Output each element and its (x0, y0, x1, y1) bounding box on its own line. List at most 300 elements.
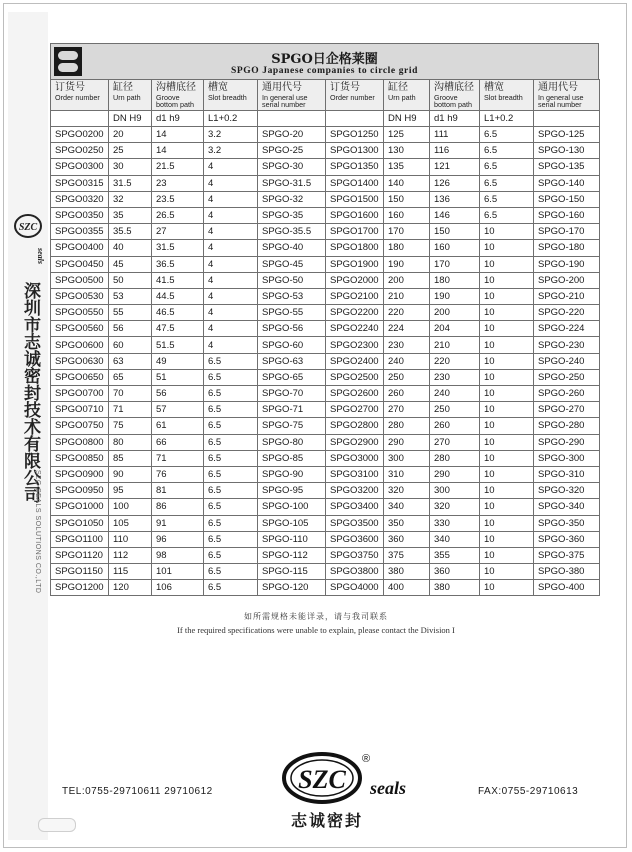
table-cell: SPGO-310 (534, 466, 600, 482)
table-cell: 6.5 (204, 418, 258, 434)
table-cell: 44.5 (152, 288, 204, 304)
table-row (51, 402, 600, 418)
footer-logo-cn: 志诚密封 (291, 811, 364, 830)
table-cell: 6.5 (480, 127, 534, 143)
table-cell: SPGO-230 (534, 337, 600, 353)
table-cell: 10 (480, 547, 534, 563)
table-cell: 41.5 (152, 272, 204, 288)
table-cell: SPGO0300 (51, 159, 109, 175)
table-cell: 6.5 (204, 515, 258, 531)
table-cell: 4 (204, 288, 258, 304)
table-cell: 400 (384, 580, 430, 596)
table-cell: 200 (384, 272, 430, 288)
table-cell: SPGO-340 (534, 499, 600, 515)
table-cell: 120 (109, 580, 152, 596)
table-cell: 320 (430, 499, 480, 515)
table-cell: 30 (109, 159, 152, 175)
table-cell: 150 (384, 191, 430, 207)
table-cell: SPGO-110 (258, 531, 326, 547)
table-cell: 10 (480, 321, 534, 337)
table-cell: 63 (109, 353, 152, 369)
column-header-en: serial number (262, 100, 306, 109)
table-cell: SPGO4000 (326, 580, 384, 596)
table-cell: SPGO1050 (51, 515, 109, 531)
table-cell: 10 (480, 240, 534, 256)
table-cell: 4 (204, 159, 258, 175)
table-cell: 6.5 (204, 483, 258, 499)
table-cell: SPGO0710 (51, 402, 109, 418)
table-cell: 20 (109, 127, 152, 143)
table-cell: SPGO2800 (326, 418, 384, 434)
table-cell: 160 (384, 207, 430, 223)
table-cell: SPGO-65 (258, 369, 326, 385)
column-header-en: Groove (156, 93, 180, 102)
table-cell: SPGO-55 (258, 305, 326, 321)
table-row (51, 143, 600, 159)
table-cell: 290 (384, 434, 430, 450)
table-cell: 27 (152, 224, 204, 240)
unit-cell: d1 h9 (430, 111, 480, 127)
table-cell: SPGO-290 (534, 434, 600, 450)
table-cell: 6.5 (480, 191, 534, 207)
table-cell: SPGO1350 (326, 159, 384, 175)
column-header (152, 80, 204, 111)
table-units-row (51, 111, 600, 127)
table-row (51, 369, 600, 385)
table-title-bar (50, 43, 599, 79)
table-cell: SPGO0750 (51, 418, 109, 434)
table-cell: 4 (204, 175, 258, 191)
table-cell: 135 (384, 159, 430, 175)
unit-cell: DN H9 (109, 111, 152, 127)
table-cell: SPGO0315 (51, 175, 109, 191)
table-cell: SPGO0700 (51, 386, 109, 402)
table-cell: SPGO0560 (51, 321, 109, 337)
table-cell: 10 (480, 402, 534, 418)
table-cell: 14 (152, 127, 204, 143)
table-cell: SPGO2100 (326, 288, 384, 304)
table-cell: 180 (430, 272, 480, 288)
table-cell: 300 (384, 450, 430, 466)
table-cell: 14 (152, 143, 204, 159)
table-cell: 53 (109, 288, 152, 304)
table-body (51, 127, 600, 596)
table-cell: SPGO0800 (51, 434, 109, 450)
table-cell: SPGO-80 (258, 434, 326, 450)
table-row (51, 321, 600, 337)
table-row (51, 272, 600, 288)
table-cell: SPGO2300 (326, 337, 384, 353)
table-cell: 65 (109, 369, 152, 385)
table-row (51, 499, 600, 515)
table-cell: 80 (109, 434, 152, 450)
table-row (51, 564, 600, 580)
table-cell: 136 (430, 191, 480, 207)
column-header-cn: 订货号 (330, 82, 360, 93)
table-cell: 6.5 (480, 159, 534, 175)
column-header-en: bottom path (434, 100, 472, 109)
table-cell: SPGO0550 (51, 305, 109, 321)
table-cell: SPGO3000 (326, 450, 384, 466)
table-cell: 10 (480, 434, 534, 450)
table-row (51, 191, 600, 207)
table-cell: SPGO3500 (326, 515, 384, 531)
table-cell: SPGO-105 (258, 515, 326, 531)
table-cell: 10 (480, 305, 534, 321)
table-cell: 32 (109, 191, 152, 207)
table-cell: SPGO-32 (258, 191, 326, 207)
table-cell: 146 (430, 207, 480, 223)
table-title-en: SPGO Japanese companies to circle grid (230, 66, 418, 76)
table-row (51, 288, 600, 304)
table-cell: 6.5 (204, 531, 258, 547)
table-cell: 50 (109, 272, 152, 288)
table-cell: SPGO1800 (326, 240, 384, 256)
table-cell: SPGO-270 (534, 402, 600, 418)
column-header-cn: 槽宽 (484, 82, 504, 93)
table-cell: 91 (152, 515, 204, 531)
table-cell: SPGO-35.5 (258, 224, 326, 240)
table-cell: SPGO-224 (534, 321, 600, 337)
table-cell: 121 (430, 159, 480, 175)
table-cell: 270 (384, 402, 430, 418)
table-cell: 10 (480, 337, 534, 353)
table-cell: 85 (109, 450, 152, 466)
table-cell: SPGO-350 (534, 515, 600, 531)
table-cell: 100 (109, 499, 152, 515)
table-cell: SPGO1000 (51, 499, 109, 515)
table-cell: 140 (384, 175, 430, 191)
table-cell: 380 (384, 564, 430, 580)
table-cell: SPGO2240 (326, 321, 384, 337)
table-cell: 47.5 (152, 321, 204, 337)
column-header (430, 80, 480, 111)
column-header-cn: 缸径 (113, 82, 133, 93)
table-cell: 355 (430, 547, 480, 563)
table-cell: 4 (204, 224, 258, 240)
table-cell: SPGO-90 (258, 466, 326, 482)
table-cell: 160 (430, 240, 480, 256)
column-header (51, 80, 109, 111)
table-cell: 170 (430, 256, 480, 272)
table-row (51, 224, 600, 240)
column-header-cn: 沟槽底径 (434, 82, 474, 93)
table-cell: 130 (384, 143, 430, 159)
table-cell: SPGO-200 (534, 272, 600, 288)
table-cell: 4 (204, 256, 258, 272)
table-cell: SPGO1400 (326, 175, 384, 191)
table-cell: SPGO0400 (51, 240, 109, 256)
table-cell: 310 (384, 466, 430, 482)
table-cell: SPGO1120 (51, 547, 109, 563)
column-header-en: Order number (55, 93, 100, 102)
table-cell: 35.5 (109, 224, 152, 240)
unit-cell (534, 111, 600, 127)
table-cell: 6.5 (204, 580, 258, 596)
table-header-row (51, 80, 600, 111)
table-row (51, 466, 600, 482)
table-cell: 26.5 (152, 207, 204, 223)
footer-logo-word: seals (370, 778, 406, 798)
table-cell: SPGO3800 (326, 564, 384, 580)
table-cell: SPGO-170 (534, 224, 600, 240)
table-cell: 220 (384, 305, 430, 321)
table-cell: SPGO-400 (534, 580, 600, 596)
table-row (51, 418, 600, 434)
table-cell: 98 (152, 547, 204, 563)
table-cell: SPGO-20 (258, 127, 326, 143)
table-row (51, 531, 600, 547)
table-cell: 204 (430, 321, 480, 337)
table-cell: SPGO-250 (534, 369, 600, 385)
table-row (51, 450, 600, 466)
table-cell: SPGO-375 (534, 547, 600, 563)
table-cell: 40 (109, 240, 152, 256)
table-cell: 66 (152, 434, 204, 450)
table-cell: SPGO-160 (534, 207, 600, 223)
table-cell: SPGO1700 (326, 224, 384, 240)
table-cell: SPGO0500 (51, 272, 109, 288)
table-cell: 70 (109, 386, 152, 402)
table-cell: 6.5 (204, 466, 258, 482)
column-header-cn: 槽宽 (208, 82, 228, 93)
table-cell: SPGO-31.5 (258, 175, 326, 191)
column-header (109, 80, 152, 111)
table-cell: 45 (109, 256, 152, 272)
table-cell: 60 (109, 337, 152, 353)
table-cell: SPGO0530 (51, 288, 109, 304)
table-cell: 31.5 (109, 175, 152, 191)
table-cell: SPGO3400 (326, 499, 384, 515)
table-cell: SPGO1200 (51, 580, 109, 596)
table-cell: 4 (204, 305, 258, 321)
table-cell: 116 (430, 143, 480, 159)
column-header-en: serial number (538, 100, 582, 109)
table-cell: SPGO-112 (258, 547, 326, 563)
column-header-en: In general use (262, 93, 308, 102)
table-cell: 170 (384, 224, 430, 240)
column-header-cn: 通用代号 (538, 82, 578, 93)
table-cell: 210 (384, 288, 430, 304)
table-cell: 10 (480, 256, 534, 272)
column-header (326, 80, 384, 111)
table-cell: 3.2 (204, 143, 258, 159)
table-cell: 10 (480, 499, 534, 515)
table-cell: SPGO0200 (51, 127, 109, 143)
table-cell: SPGO-95 (258, 483, 326, 499)
table-cell: 126 (430, 175, 480, 191)
table-cell: SPGO1600 (326, 207, 384, 223)
table-cell: 190 (384, 256, 430, 272)
column-header (258, 80, 326, 111)
table-cell: SPGO-63 (258, 353, 326, 369)
table-cell: SPGO3600 (326, 531, 384, 547)
table-cell: 56 (152, 386, 204, 402)
table-cell: SPGO-260 (534, 386, 600, 402)
table-cell: SPGO2400 (326, 353, 384, 369)
table-title-cn: SPGO日企格莱圈 (271, 52, 378, 67)
table-cell: SPGO-30 (258, 159, 326, 175)
table-cell: 10 (480, 580, 534, 596)
table-row (51, 483, 600, 499)
table-cell: SPGO-150 (534, 191, 600, 207)
unit-cell (51, 111, 109, 127)
table-cell: SPGO-115 (258, 564, 326, 580)
column-header-cn: 缸径 (388, 82, 408, 93)
table-row (51, 580, 600, 596)
table-cell: SPGO0630 (51, 353, 109, 369)
table-cell: 10 (480, 450, 534, 466)
table-cell: 75 (109, 418, 152, 434)
table-cell: SPGO2500 (326, 369, 384, 385)
table-cell: SPGO-190 (534, 256, 600, 272)
table-cell: 380 (430, 580, 480, 596)
unit-cell: DN H9 (384, 111, 430, 127)
column-header-en: bottom path (156, 100, 194, 109)
table-cell: SPGO-240 (534, 353, 600, 369)
table-row (51, 305, 600, 321)
table-cell: 36.5 (152, 256, 204, 272)
table-cell: 71 (109, 402, 152, 418)
table-cell: 90 (109, 466, 152, 482)
table-cell: 200 (430, 305, 480, 321)
table-cell: 51.5 (152, 337, 204, 353)
table-cell: 250 (384, 369, 430, 385)
table-row (51, 159, 600, 175)
table-cell: SPGO-135 (534, 159, 600, 175)
table-cell: SPGO3100 (326, 466, 384, 482)
table-cell: SPGO-60 (258, 337, 326, 353)
table-cell: SPGO1900 (326, 256, 384, 272)
table-cell: SPGO1300 (326, 143, 384, 159)
table-cell: SPGO1100 (51, 531, 109, 547)
table-cell: SPGO0650 (51, 369, 109, 385)
table-cell: SPGO-40 (258, 240, 326, 256)
table-cell: SPGO-380 (534, 564, 600, 580)
table-cell: SPGO0320 (51, 191, 109, 207)
unit-cell: L1+0.2 (480, 111, 534, 127)
table-cell: 95 (109, 483, 152, 499)
table-cell: 10 (480, 418, 534, 434)
table-cell: SPGO-25 (258, 143, 326, 159)
table-row (51, 240, 600, 256)
table-cell: 6.5 (204, 369, 258, 385)
table-cell: 10 (480, 483, 534, 499)
table-cell: SPGO-220 (534, 305, 600, 321)
table-cell: SPGO-100 (258, 499, 326, 515)
table-cell: SPGO1250 (326, 127, 384, 143)
table-cell: SPGO-75 (258, 418, 326, 434)
table-cell: SPGO2600 (326, 386, 384, 402)
unit-cell (326, 111, 384, 127)
note-cn: 如所需规格未能详录，请与我司联系 (244, 612, 388, 621)
table-cell: SPGO1150 (51, 564, 109, 580)
table-cell: SPGO2900 (326, 434, 384, 450)
table-cell: SPGO2000 (326, 272, 384, 288)
table-cell: 250 (430, 402, 480, 418)
table-cell: 10 (480, 224, 534, 240)
table-cell: 46.5 (152, 305, 204, 321)
table-cell: 360 (384, 531, 430, 547)
table-cell: 6.5 (204, 450, 258, 466)
footer-fax: FAX:0755-29710613 (478, 786, 579, 797)
table-row (51, 386, 600, 402)
table-cell: 220 (430, 353, 480, 369)
table-cell: 270 (430, 434, 480, 450)
page-tab-marker (38, 818, 76, 832)
table-row (51, 353, 600, 369)
table-cell: 10 (480, 369, 534, 385)
table-cell: 71 (152, 450, 204, 466)
table-cell: 10 (480, 564, 534, 580)
column-header-en: Groove (434, 93, 458, 102)
table-cell: 49 (152, 353, 204, 369)
table-row (51, 515, 600, 531)
table-cell: 300 (430, 483, 480, 499)
table-cell: 23 (152, 175, 204, 191)
table-cell: 115 (109, 564, 152, 580)
table-cell: 10 (480, 288, 534, 304)
table-cell: SPGO0950 (51, 483, 109, 499)
table-cell: SPGO0250 (51, 143, 109, 159)
table-cell: SPGO-140 (534, 175, 600, 191)
table-cell: SPGO-130 (534, 143, 600, 159)
table-cell: SPGO-210 (534, 288, 600, 304)
table-cell: SPGO-360 (534, 531, 600, 547)
table-cell: 10 (480, 515, 534, 531)
column-header (480, 80, 534, 111)
table-cell: 230 (430, 369, 480, 385)
table-cell: 180 (384, 240, 430, 256)
table-cell: SPGO-35 (258, 207, 326, 223)
table-cell: SPGO-125 (534, 127, 600, 143)
column-header-cn: 订货号 (55, 82, 85, 93)
table-cell: 76 (152, 466, 204, 482)
column-header-en: Urn path (113, 93, 141, 102)
table-cell: SPGO1500 (326, 191, 384, 207)
table-cell: SPGO3750 (326, 547, 384, 563)
table-cell: 280 (430, 450, 480, 466)
unit-cell: L1+0.2 (204, 111, 258, 127)
table-cell: 6.5 (480, 175, 534, 191)
table-cell: 3.2 (204, 127, 258, 143)
table-cell: 230 (384, 337, 430, 353)
unit-cell: d1 h9 (152, 111, 204, 127)
table-cell: SPGO-85 (258, 450, 326, 466)
table-cell: 4 (204, 321, 258, 337)
table-cell: 240 (430, 386, 480, 402)
table-cell: SPGO-300 (534, 450, 600, 466)
sidebar-brand-logo (14, 212, 44, 264)
table-cell: 6.5 (204, 564, 258, 580)
sidebar-logo-text: SZC (18, 222, 38, 233)
table-row (51, 207, 600, 223)
column-header (204, 80, 258, 111)
table-cell: 360 (430, 564, 480, 580)
table-row (51, 547, 600, 563)
table-cell: 101 (152, 564, 204, 580)
table-cell: 4 (204, 191, 258, 207)
table-cell: SPGO0450 (51, 256, 109, 272)
table-cell: 55 (109, 305, 152, 321)
sidebar-logo-word: seals (36, 248, 45, 264)
unit-cell (258, 111, 326, 127)
table-cell: SPGO-320 (534, 483, 600, 499)
table-cell: 110 (109, 531, 152, 547)
table-cell: 340 (384, 499, 430, 515)
table-cell: 280 (384, 418, 430, 434)
table-cell: 106 (152, 580, 204, 596)
